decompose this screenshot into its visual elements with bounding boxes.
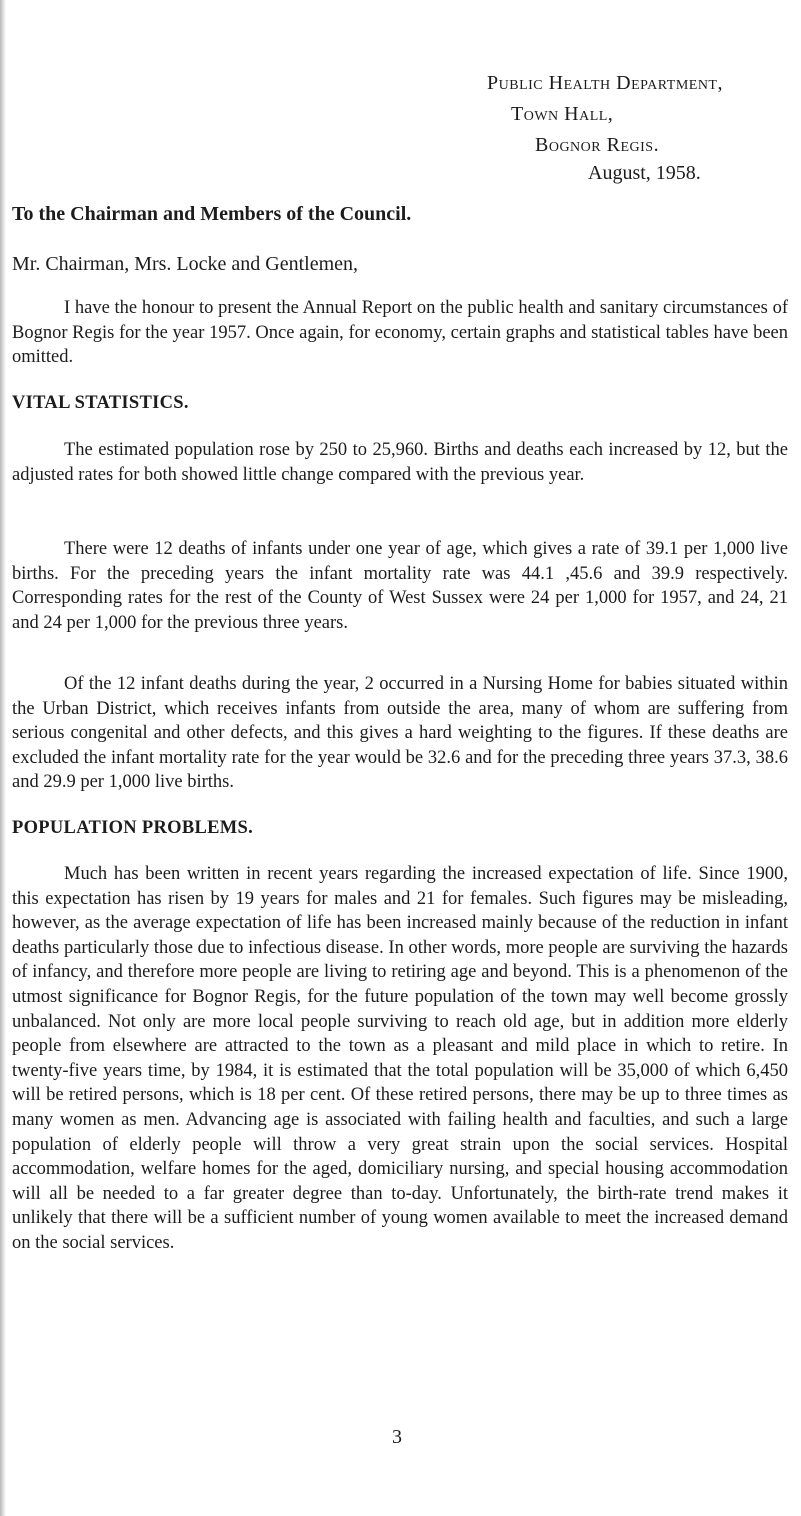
- letterhead-town: Bognor Regis.: [535, 134, 660, 156]
- greeting-line: Mr. Chairman, Mrs. Locke and Gentlemen,: [12, 253, 359, 275]
- population-paragraph-1: Much has been written in recent years regarding the increased expectation of life. Since 1900, this expectation has risen by 19 years for males and 21 for females. Such figures may be misleading, however, as the average expectation of life has been increased mainly because of the reduction in infant deaths particularly those due to infectious disease. In other words, more people are surviving the hazards of infancy, and therefore more people are living to retiring age and beyond. This is a phenomenon of the utmost significance for Bognor Regis, for the future population of the town may well become grossly unbalanced. Not only are more local people surviving to reach old age, but in addition more elderly people from elsewhere are attracted to the town as a pleasant and mild place in which to retire. In twenty-five years time, by 1984, it is estimated that the total population will be 35,000 of which 6,450 will be retired persons, which is 18 per cent. Of these retired persons, there may be up to three times as many women as men. Advancing age is associated with failing health and faculties, and such a large population of elderly people will throw a very great strain upon the social services. Hospital accommodation, welfare homes for the aged, domiciliary nursing, and special housing accommodation will all be needed to a far greater degree than to-day. Unfortunately, the birth-rate trend makes it unlikely that there will be a sufficient number of young women available to meet the increased demand on the social services.: [12, 864, 788, 1253]
- letter-date: August, 1958.: [588, 162, 701, 184]
- letterhead-address: [487, 68, 723, 161]
- binding-edge-shadow: [0, 0, 6, 1516]
- vital-statistics-heading: VITAL STATISTICS.: [12, 393, 189, 413]
- population-problems-heading: POPULATION PROBLEMS.: [12, 818, 254, 838]
- letterhead-building: Town Hall,: [511, 103, 614, 125]
- page-number: 3: [392, 1426, 402, 1448]
- letterhead-department: Public Health Department,: [487, 72, 723, 94]
- addressee-line: To the Chairman and Members of the Council.: [12, 203, 412, 225]
- vital-paragraph-2: There were 12 deaths of infants under one year of age, which gives a rate of 39.1 per 1,000 live births. For the preceding years the infant mortality rate was 44.1 ,45.6 and 39.9 respectively. Corresponding rates for the rest of the County of West Sussex were 24 per 1,000 for 1957, and 24, 21 and 24 per 1,000 for the previous three years.: [12, 539, 788, 633]
- vital-paragraph-1: The estimated population rose by 250 to 25,960. Births and deaths each increased by 12, but the adjusted rates for both showed little change compared with the previous year.: [12, 440, 788, 485]
- intro-paragraph: I have the honour to present the Annual Report on the public health and sanitary circumstances of Bognor Regis for the year 1957. Once again, for economy, certain graphs and statistical tables have been omitted.: [12, 298, 788, 368]
- vital-paragraph-3: Of the 12 infant deaths during the year, 2 occurred in a Nursing Home for babies situated within the Urban District, which receives infants from outside the area, many of whom are suffering from serious congenital and other defects, and this gives a hard weighting to the figures. If these deaths are excluded the infant mortality rate for the year would be 32.6 and for the preceding three years 37.3, 38.6 and 29.9 per 1,000 live births.: [12, 674, 788, 793]
